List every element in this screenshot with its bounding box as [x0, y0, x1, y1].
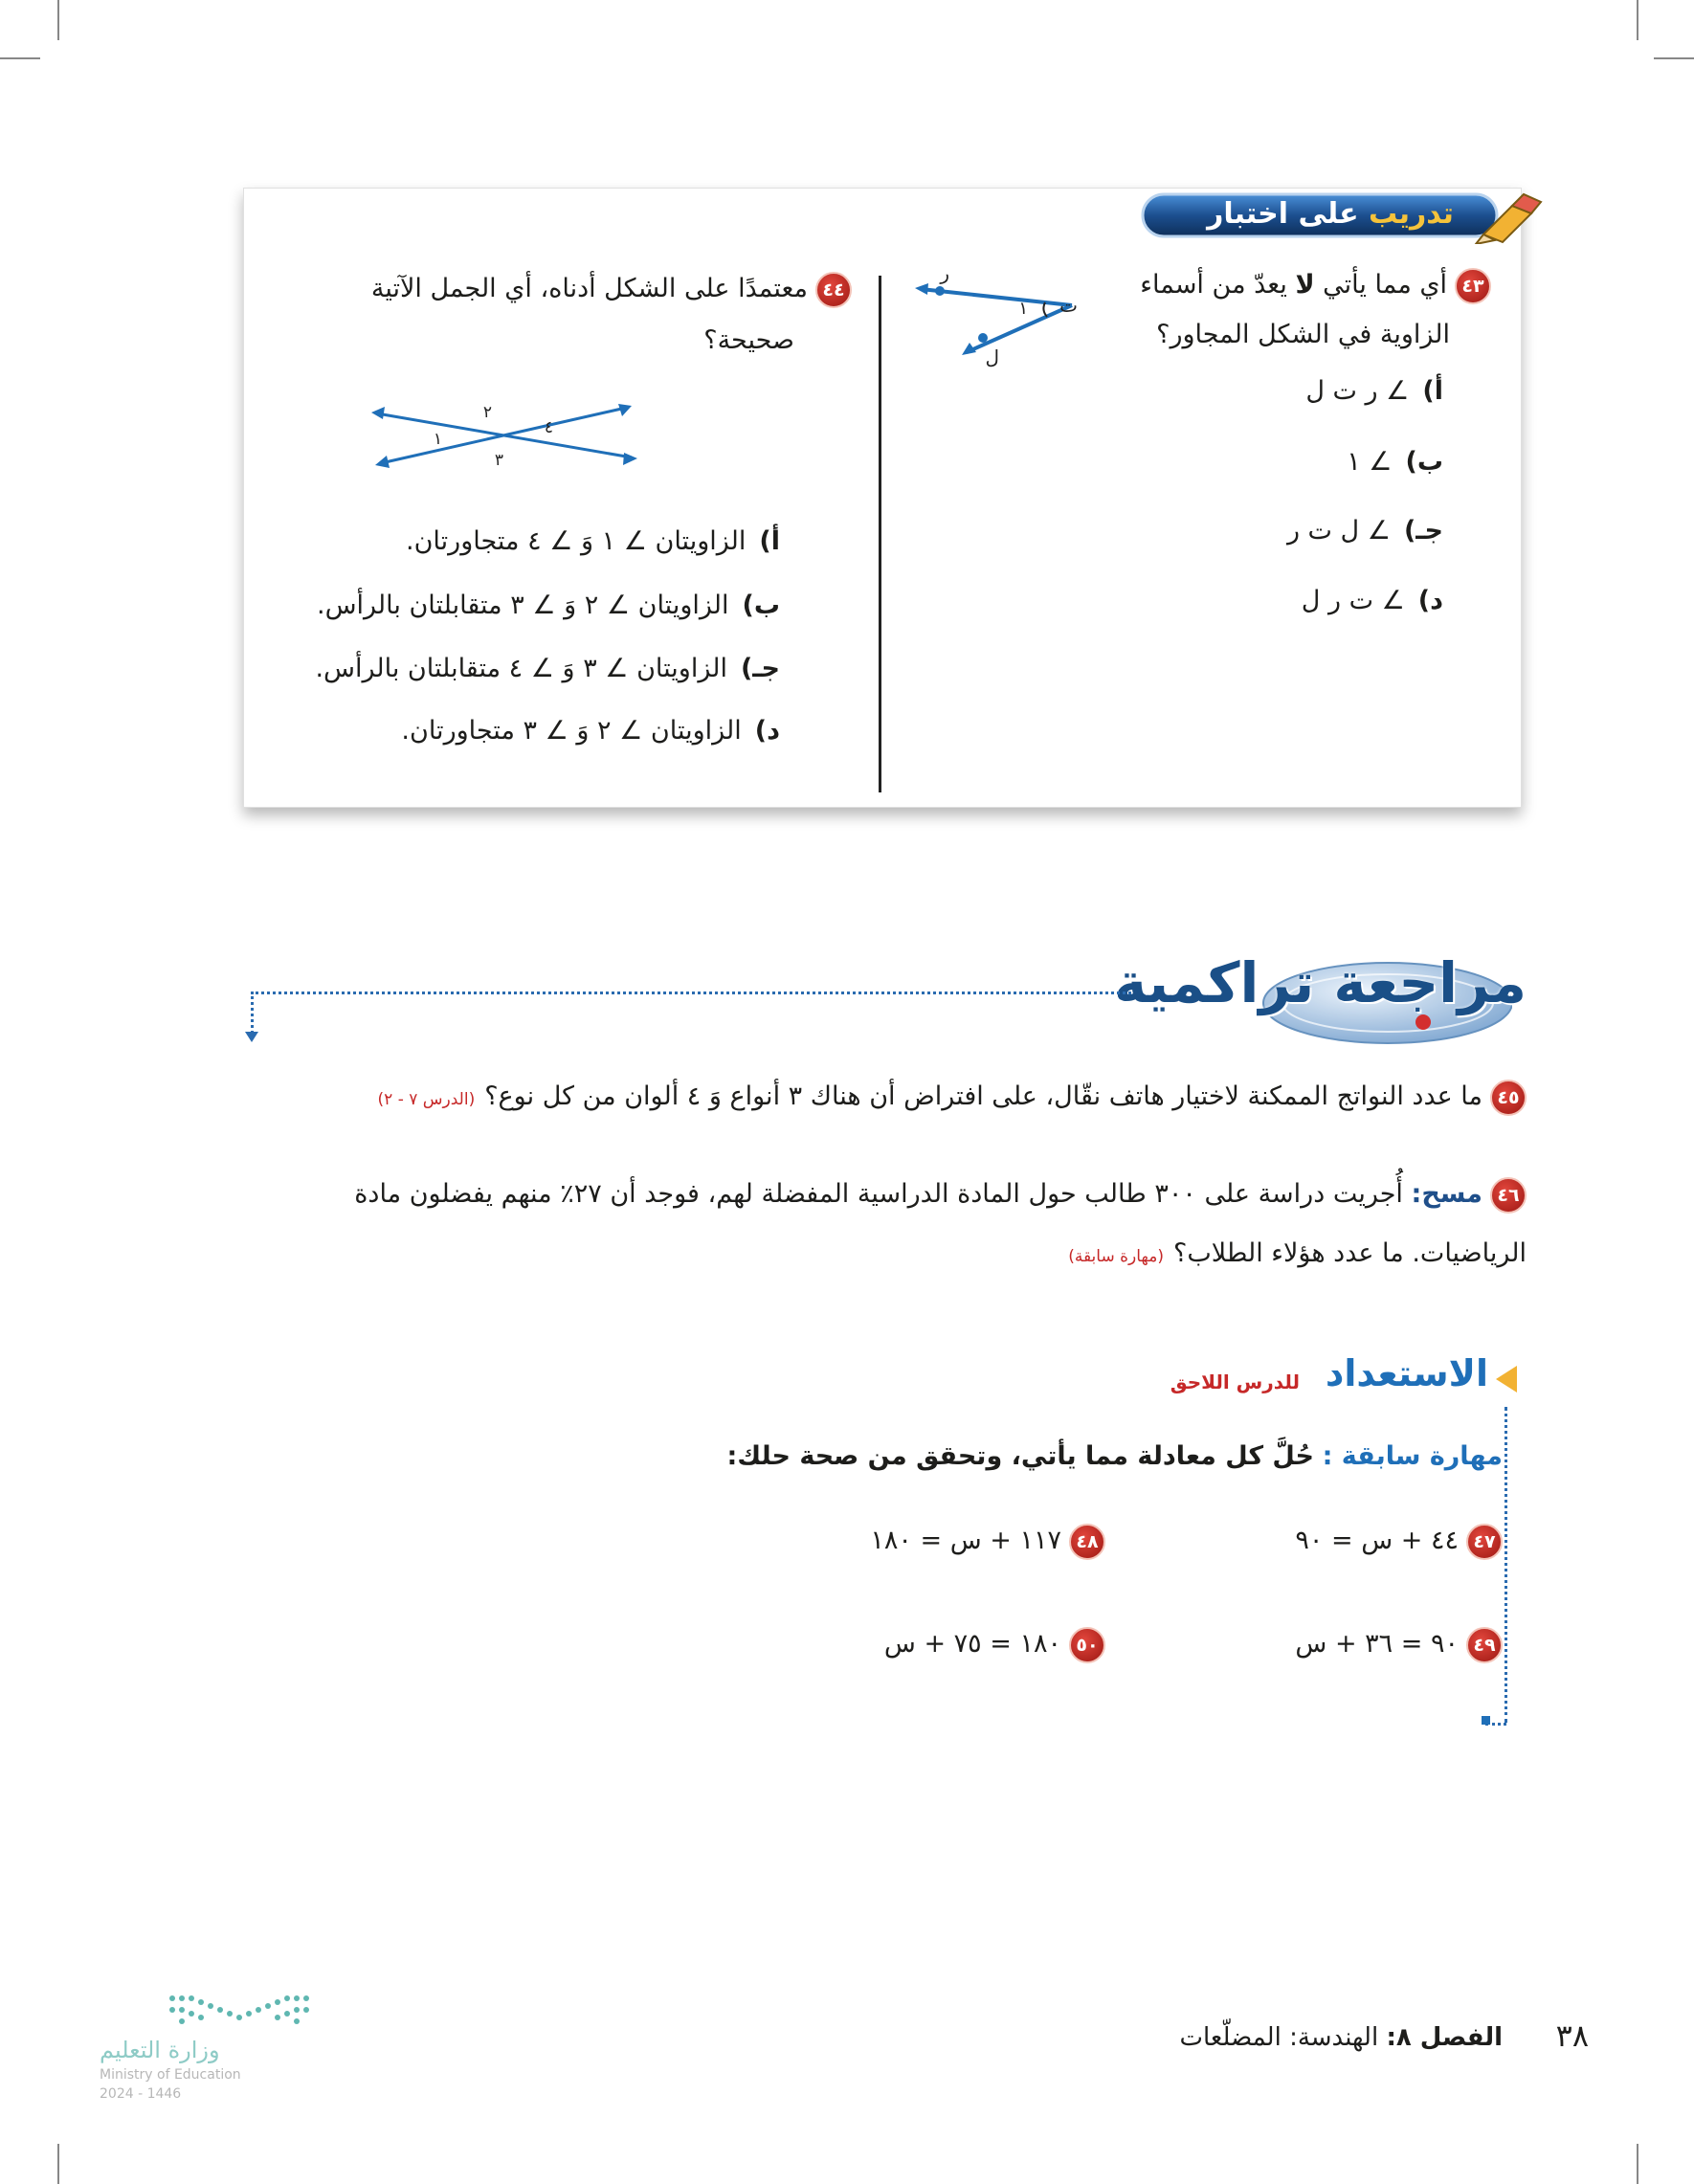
- option-letter: جـ): [740, 654, 780, 683]
- q46-number-badge: ٤٦: [1490, 1177, 1527, 1214]
- q44-number-badge: ٤٤: [815, 272, 852, 308]
- ready-instruction-line: [727, 1430, 1503, 1483]
- q43-line1: [1140, 258, 1491, 312]
- ministry-name-en: Ministry of Education: [100, 2067, 241, 2083]
- arrowhead: [371, 407, 385, 419]
- option-text: الزاويتان ∠ ٣ وَ ∠ ٤ متقابلتان بالرأس.: [315, 654, 727, 683]
- option-letter: أ): [1422, 376, 1443, 406]
- banner-word-test: على اختبار: [1207, 197, 1359, 231]
- problem-48: [870, 1514, 1105, 1568]
- problem-number-badge: ٤٧: [1466, 1524, 1503, 1560]
- q44-vertical-angles-figure: [364, 387, 651, 482]
- chapter-label: الفصل ٨:: [1386, 2023, 1503, 2052]
- chapter-footer: [1180, 2023, 1503, 2052]
- crop-mark: [57, 0, 59, 40]
- q43-text-a: أي مما يأتي: [1323, 270, 1447, 300]
- crop-mark: [0, 57, 40, 59]
- arrowhead: [623, 453, 637, 465]
- review-dotted-connector: [251, 992, 254, 1034]
- problem-50: [884, 1617, 1105, 1671]
- q44-option-a[interactable]: [406, 526, 780, 556]
- column-divider: [879, 276, 881, 792]
- label-3: ٣: [494, 451, 503, 470]
- page-number: ٣٨: [1555, 2017, 1589, 2054]
- q45-lesson-ref: (الدرس ٧ - ٢): [377, 1090, 476, 1109]
- label-l: ل: [985, 345, 999, 368]
- review-title: مراجعة تراكمية: [1114, 950, 1527, 1015]
- q43-option-b[interactable]: [1347, 447, 1443, 477]
- ready-skill-label: مهارة سابقة :: [1322, 1441, 1503, 1471]
- q46-text-2: الرياضيات. ما عدد هؤلاء الطلاب؟: [1172, 1238, 1527, 1268]
- crop-mark: [57, 2144, 59, 2184]
- q44-line1: [371, 262, 852, 316]
- option-letter: ب): [1405, 447, 1443, 477]
- problem-number-badge: ٤٨: [1069, 1524, 1105, 1560]
- q43-option-c[interactable]: [1287, 516, 1443, 546]
- label-t: ت: [1059, 294, 1078, 317]
- q43-text-bold: لا: [1295, 270, 1315, 300]
- option-letter: أ): [759, 526, 780, 556]
- q44-text: معتمدًا على الشكل أدناه، أي الجمل الآتية: [370, 274, 808, 303]
- problem-equation: ١٨٠ = ٧٥ + س: [883, 1629, 1061, 1659]
- ready-instruction: حُلَّ كل معادلة مما يأتي، وتحقق من صحة حلك:: [726, 1441, 1314, 1471]
- option-text: ∠ ل ت ر: [1286, 516, 1391, 546]
- problem-equation: ٩٠ = ٣٦ + س: [1295, 1629, 1459, 1659]
- option-letter: د): [754, 716, 780, 746]
- q45: [378, 1070, 1527, 1126]
- angle-arc: [1043, 302, 1047, 317]
- problem-equation: ٤٤ + س = ٩٠: [1295, 1526, 1459, 1555]
- crop-mark: [1637, 0, 1638, 40]
- ready-title: الاستعداد: [1325, 1352, 1488, 1394]
- arrow-down-icon: [245, 1032, 258, 1042]
- q44-option-b[interactable]: [317, 591, 780, 620]
- crop-mark: [1654, 57, 1694, 59]
- point-r: [935, 286, 945, 296]
- line-b: [381, 408, 626, 463]
- q46-label: مسح:: [1411, 1179, 1482, 1209]
- q43-angle-figure: [909, 266, 1101, 371]
- ministry-name-ar: وزارة التعليم: [100, 2037, 220, 2063]
- q45-number-badge: ٤٥: [1490, 1080, 1527, 1116]
- q44-option-c[interactable]: [315, 654, 780, 683]
- ministry-logo-icon: [163, 1989, 316, 2033]
- option-text: ∠ ت ر ل: [1301, 586, 1405, 615]
- problem-number-badge: ٤٩: [1466, 1627, 1503, 1663]
- banner-word-training: تدريب: [1369, 197, 1454, 231]
- arrowhead: [618, 404, 632, 416]
- label-1: ١: [433, 430, 442, 449]
- q44-line2: صحيحة؟: [703, 325, 794, 355]
- q43-line2: الزاوية في الشكل المجاور؟: [1156, 320, 1450, 349]
- q43-option-a[interactable]: [1305, 376, 1443, 406]
- label-1: ١: [1018, 299, 1028, 319]
- label-4: ٤: [544, 418, 553, 437]
- q43-number-badge: ٤٣: [1455, 268, 1491, 304]
- q46-line2: [1068, 1227, 1527, 1283]
- chapter-title: الهندسة: المضلّعات: [1179, 2023, 1379, 2052]
- option-letter: جـ): [1403, 516, 1443, 546]
- option-letter: د): [1417, 586, 1443, 615]
- arrowhead: [375, 456, 390, 468]
- label-2: ٢: [482, 403, 492, 422]
- problem-47: [1295, 1514, 1503, 1568]
- q46-line1: [354, 1168, 1527, 1221]
- problem-number-badge: ٥٠: [1069, 1627, 1105, 1663]
- q45-text: ما عدد النواتج الممكنة لاختيار هاتف نقّال، على افتراض أن هناك ٣ أنواع وَ ٤ ألوان من كل نوع؟: [484, 1081, 1482, 1111]
- square-bullet-icon: [1482, 1716, 1490, 1725]
- option-text: ∠ ١: [1347, 447, 1393, 477]
- review-dotted-connector: [251, 992, 1131, 994]
- q43-option-d[interactable]: [1302, 586, 1443, 615]
- option-text: الزاويتان ∠ ١ وَ ∠ ٤ متجاورتان.: [406, 526, 747, 556]
- q44-option-d[interactable]: [401, 716, 780, 746]
- ready-marker-icon: [1496, 1366, 1517, 1393]
- label-r: ر: [940, 266, 949, 284]
- point-l: [978, 333, 988, 343]
- ready-dotted-border: [1505, 1407, 1507, 1723]
- problem-49: [1295, 1617, 1503, 1671]
- q46-skill-ref: (مهارة سابقة): [1068, 1247, 1164, 1266]
- problem-equation: ١١٧ + س = ١٨٠: [870, 1526, 1061, 1555]
- option-text: الزاويتان ∠ ٢ وَ ∠ ٣ متجاورتان.: [401, 716, 742, 746]
- ready-subtitle: للدرس اللاحق: [1170, 1371, 1300, 1393]
- edition-year: 2024 - 1446: [100, 2086, 182, 2102]
- q43-text-b: يعدّ من أسماء: [1140, 270, 1287, 300]
- q46-text: أُجريت دراسة على ٣٠٠ طالب حول المادة الدراسية المفضلة لهم، فوجد أن ٢٧٪ منهم يفضلون مادة: [354, 1179, 1403, 1209]
- option-text: الزاويتان ∠ ٢ وَ ∠ ٣ متقابلتان بالرأس.: [316, 591, 729, 620]
- crop-mark: [1637, 2144, 1638, 2184]
- option-text: ∠ ر ت ل: [1305, 376, 1410, 406]
- arrowhead: [915, 283, 928, 295]
- option-letter: ب): [742, 591, 780, 620]
